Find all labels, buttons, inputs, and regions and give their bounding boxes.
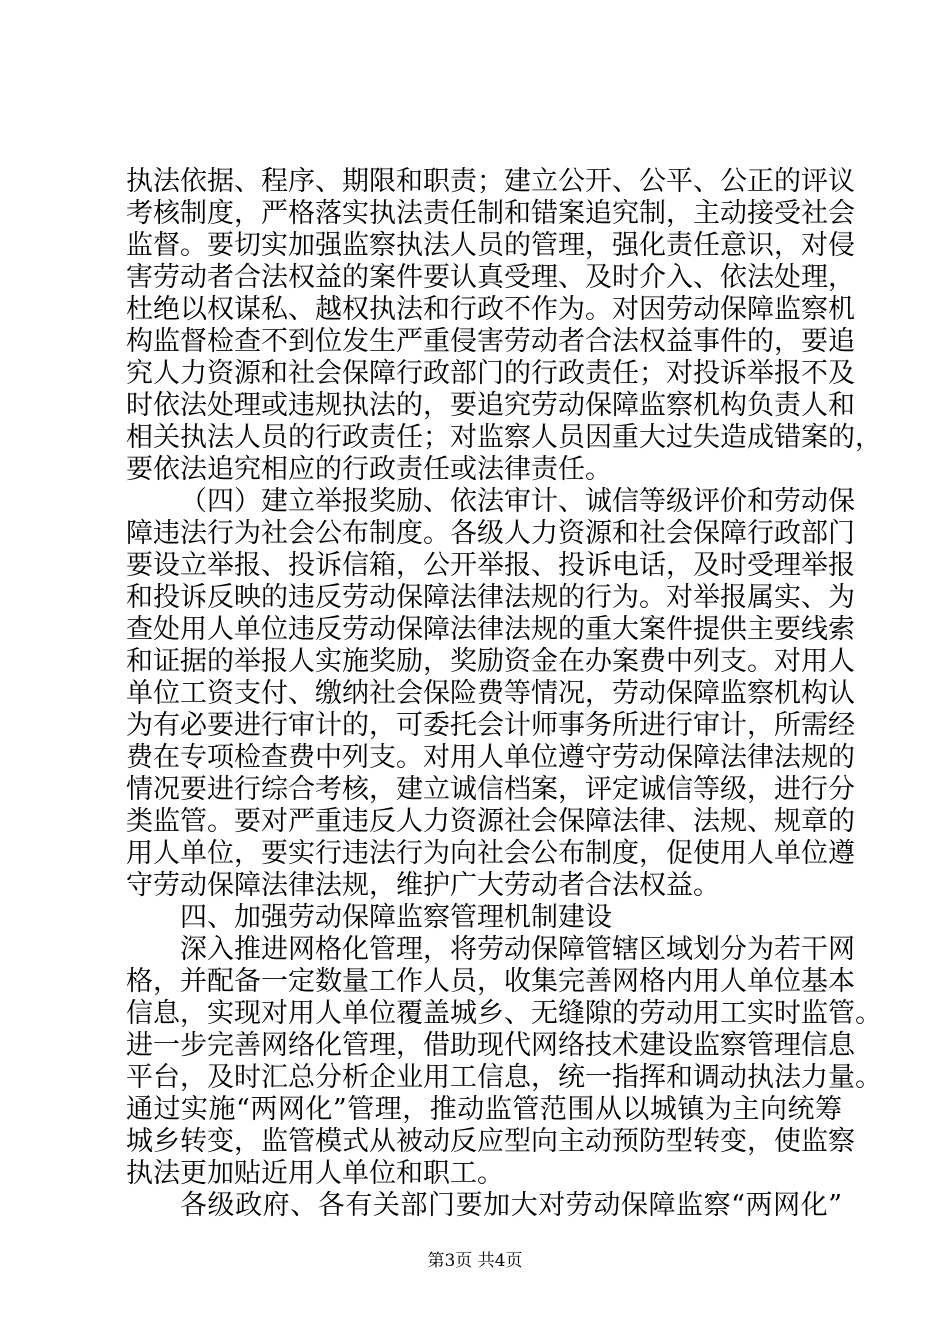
text-line: 害劳动者合法权益的案件要认真受理、及时介入、依法处理， (126, 262, 855, 293)
text-line: 通过实施“两网化”管理，推动监管范围从以城镇为主向统筹 (126, 1094, 842, 1125)
text-line: 为有必要进行审计的，可委托会计师事务所进行审计，所需经 (126, 710, 855, 741)
text-line: 执法依据、程序、期限和职责；建立公开、公平、公正的评议 (126, 166, 855, 197)
text-line: 用人单位，要实行违法行为向社会公布制度，促使用人单位遵 (126, 838, 855, 869)
text-line: 障违法行为社会公布制度。各级人力资源和社会保障行政部门 (126, 518, 855, 549)
text-line: 单位工资支付、缴纳社会保险费等情况，劳动保障监察机构认 (126, 678, 855, 709)
text-line: 杜绝以权谋私、越权执法和行政不作为。对因劳动保障监察机 (126, 294, 855, 325)
text-line: 时依法处理或违规执法的，要追究劳动保障监察机构负责人和 (126, 390, 855, 421)
text-line: 格，并配备一定数量工作人员，收集完善网格内用人单位基本 (126, 966, 855, 997)
text-line: 相关执法人员的行政责任；对监察人员因重大过失造成错案的， (126, 422, 882, 453)
text-line: 考核制度，严格落实执法责任制和错案追究制，主动接受社会 (126, 198, 855, 229)
text-line: 和证据的举报人实施奖励，奖励资金在办案费中列支。对用人 (126, 646, 855, 677)
text-line: （四）建立举报奖励、依法审计、诚信等级评价和劳动保 (180, 486, 855, 517)
text-line: 和投诉反映的违反劳动保障法律法规的行为。对举报属实、为 (126, 582, 855, 613)
text-line: 各级政府、各有关部门要加大对劳动保障监察“两网化” (180, 1190, 842, 1221)
text-line: 深入推进网格化管理，将劳动保障管辖区域划分为若干网 (180, 934, 855, 965)
text-line: 监督。要切实加强监察执法人员的管理，强化责任意识，对侵 (126, 230, 855, 261)
text-line: 执法更加贴近用人单位和职工。 (126, 1158, 504, 1189)
text-line: 类监管。要对严重违反人力资源社会保障法律、法规、规章的 (126, 806, 855, 837)
text-line: 信息，实现对用人单位覆盖城乡、无缝隙的劳动用工实时监管。 (126, 998, 882, 1029)
text-line: 情况要进行综合考核，建立诚信档案，评定诚信等级，进行分 (126, 774, 855, 805)
text-line: 四、加强劳动保障监察管理机制建设 (180, 902, 612, 933)
text-line: 究人力资源和社会保障行政部门的行政责任；对投诉举报不及 (126, 358, 855, 389)
text-line: 费在专项检查费中列支。对用人单位遵守劳动保障法律法规的 (126, 742, 855, 773)
text-line: 平台，及时汇总分析企业用工信息，统一指挥和调动执法力量。 (126, 1062, 882, 1093)
text-line: 进一步完善网络化管理，借助现代网络技术建设监察管理信息 (126, 1030, 855, 1061)
text-line: 要设立举报、投诉信箱，公开举报、投诉电话，及时受理举报 (126, 550, 855, 581)
text-line: 要依法追究相应的行政责任或法律责任。 (126, 454, 612, 485)
text-line: 城乡转变，监管模式从被动反应型向主动预防型转变，使监察 (126, 1126, 855, 1157)
text-line: 查处用人单位违反劳动保障法律法规的重大案件提供主要线索 (126, 614, 855, 645)
text-line: 守劳动保障法律法规，维护广大劳动者合法权益。 (126, 870, 720, 901)
text-line: 构监督检查不到位发生严重侵害劳动者合法权益事件的，要追 (126, 326, 855, 357)
document-body (126, 166, 882, 1222)
page-footer: 第3页 共4页 (427, 1251, 523, 1271)
